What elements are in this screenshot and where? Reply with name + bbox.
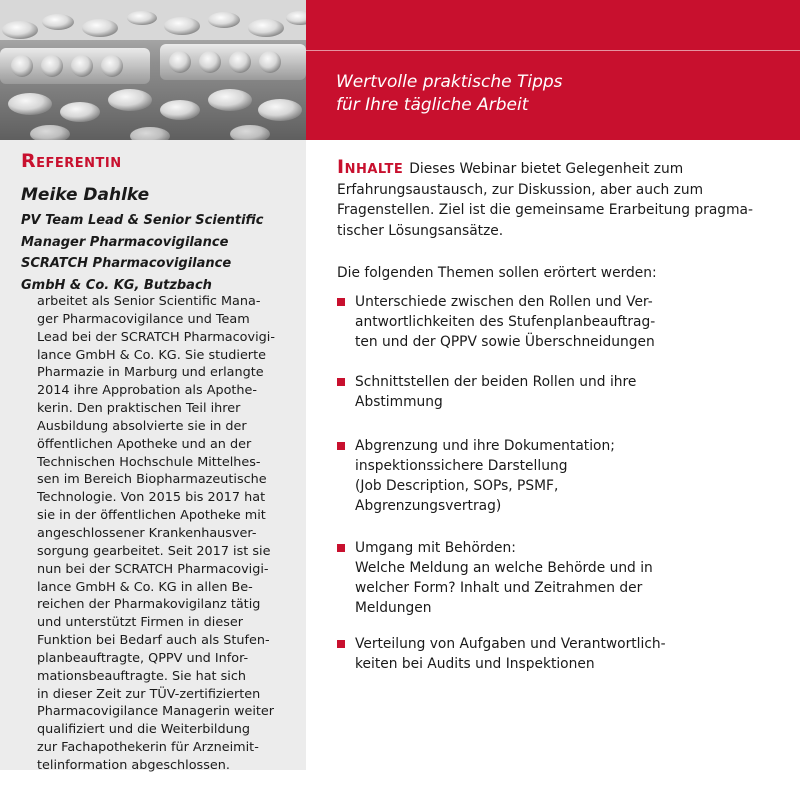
speaker-bio-line: kerin. Den praktischen Teil ihrer xyxy=(37,401,241,417)
bullet-square-icon xyxy=(337,544,345,552)
speaker-bio-line: Pharmacovigilance Managerin weiter xyxy=(37,704,275,720)
speaker-bio-line: Ausbildung absolvierte sie in der xyxy=(37,418,247,434)
topic-text xyxy=(355,538,653,618)
speaker-bio-line: zur Fachapothekerin für Arzneimit- xyxy=(37,740,259,756)
tagline-line: Wertvolle praktische Tipps xyxy=(336,72,563,92)
topic-line: Unterschiede zwischen den Rollen und Ver- xyxy=(355,294,653,310)
tagline xyxy=(336,71,563,117)
speaker-role-line: Manager Pharmacovigilance xyxy=(21,234,229,250)
speaker-bio-line: in dieser Zeit zur TÜV-zertifizierten xyxy=(37,686,261,702)
speaker-role-line: GmbH & Co. KG, Butzbach xyxy=(21,277,212,293)
hero-photo xyxy=(0,0,306,140)
speaker-bio-line: nun bei der SCRATCH Pharmacovigi- xyxy=(37,561,269,577)
topic-line: (Job Description, SOPs, PSMF, xyxy=(355,478,559,494)
topic-line: Welche Meldung an welche Behörde und in xyxy=(355,560,653,576)
header-banner xyxy=(306,0,800,140)
topic-line: Abstimmung xyxy=(355,394,443,410)
speaker-bio-line: Technologie. Von 2015 bis 2017 hat xyxy=(37,490,266,506)
contents-intro-line: Fragenstellen. Ziel ist die gemeinsame Erarbeitung pragma- xyxy=(337,202,753,218)
speaker-bio xyxy=(37,293,275,775)
topic-line: keiten bei Audits und Inspektionen xyxy=(355,656,595,672)
speaker-bio-line: sie in der öffentlichen Apotheke mit xyxy=(37,508,266,524)
bullet-square-icon xyxy=(337,298,345,306)
speaker-bio-line: Funktion bei Bedarf auch als Stufen- xyxy=(37,633,270,649)
topic-line: Verteilung von Aufgaben und Verantwortlich- xyxy=(355,636,666,652)
topic-line: Abgrenzung und ihre Dokumentation; xyxy=(355,438,615,454)
speaker-bio-line: lance GmbH & Co. KG in allen Be- xyxy=(37,579,253,595)
bullet-square-icon xyxy=(337,378,345,386)
speaker-bio-line: Technischen Hochschule Mittelhes- xyxy=(37,454,261,470)
speaker-bio-line: mationsbeauftragte. Sie hat sich xyxy=(37,668,247,684)
topic-line: Abgrenzungsvertrag) xyxy=(355,498,502,514)
contents-section-title: Inhalte xyxy=(337,156,404,178)
speaker-bio-line: 2014 ihre Approbation als Apothe- xyxy=(37,383,258,399)
contents-intro-line: Erfahrungsaustausch, zur Diskussion, aber auch zum xyxy=(337,181,704,198)
contents-intro-line: tischer Lösungsansätze. xyxy=(337,222,504,239)
speaker-bio-line: lance GmbH & Co. KG. Sie studierte xyxy=(37,347,266,363)
speaker-bio-line: sorgung gearbeitet. Seit 2017 ist sie xyxy=(37,543,271,559)
contents-intro-text: Dieses Webinar bietet Gelegenheit zum xyxy=(409,161,684,177)
topic-line: welcher Form? Inhalt und Zeitrahmen der xyxy=(355,580,643,596)
contents-intro xyxy=(337,157,753,241)
speaker-bio-line: und unterstützt Firmen in dieser xyxy=(37,615,244,631)
speaker-bio-line: ger Pharmacovigilance und Team xyxy=(37,311,250,327)
pills-image-icon xyxy=(0,0,306,140)
bullet-square-icon xyxy=(337,640,345,648)
speaker-role-line: PV Team Lead & Senior Scientific xyxy=(21,213,264,228)
speaker-bio-line: sen im Bereich Biopharmazeutische xyxy=(37,472,267,488)
topic-line: Umgang mit Behörden: xyxy=(355,540,516,556)
speaker-bio-line: Pharmazie in Marburg und erlangte xyxy=(37,365,264,381)
topic-text xyxy=(355,372,636,412)
speaker-section-title: Referentin xyxy=(21,150,122,172)
speaker-bio-line: Lead bei der SCRATCH Pharmacovigi- xyxy=(37,329,275,345)
topic-line: Meldungen xyxy=(355,600,432,616)
topic-line: antwortlichkeiten des Stufenplanbeauftrag- xyxy=(355,314,656,330)
topic-line: Schnittstellen der beiden Rollen und ihre xyxy=(355,374,637,390)
topic-text xyxy=(355,634,666,674)
tagline-line: für Ihre tägliche Arbeit xyxy=(336,95,529,115)
speaker-bio-line: arbeitet als Senior Scientific Mana- xyxy=(37,294,261,309)
topic-line: inspektionssichere Darstellung xyxy=(355,458,568,474)
bullet-square-icon xyxy=(337,442,345,450)
speaker-bio-line: planbeauftragte, QPPV und Infor- xyxy=(37,650,249,666)
speaker-bio-line: reichen der Pharmakovigilanz tätig xyxy=(37,597,261,613)
topic-line: ten und der QPPV sowie Überschneidungen xyxy=(355,334,655,350)
topic-text xyxy=(355,436,615,516)
speaker-bio-line: qualifiziert und die Weiterbildung xyxy=(37,722,250,738)
speaker-bio-line: telinformation abgeschlossen. xyxy=(37,757,230,773)
speaker-name: Meike Dahlke xyxy=(21,185,150,205)
banner-divider xyxy=(306,50,800,51)
contents-intro-first-line xyxy=(337,157,753,180)
topics-intro: Die folgenden Themen sollen erörtert werden: xyxy=(337,265,657,281)
speaker-bio-line: angeschlossener Krankenhausver- xyxy=(37,525,257,541)
speaker-role xyxy=(21,210,264,296)
speaker-role-line: SCRATCH Pharmacovigilance xyxy=(21,256,232,271)
speaker-bio-line: öffentlichen Apotheke und an der xyxy=(37,436,252,452)
topic-text xyxy=(355,292,655,352)
